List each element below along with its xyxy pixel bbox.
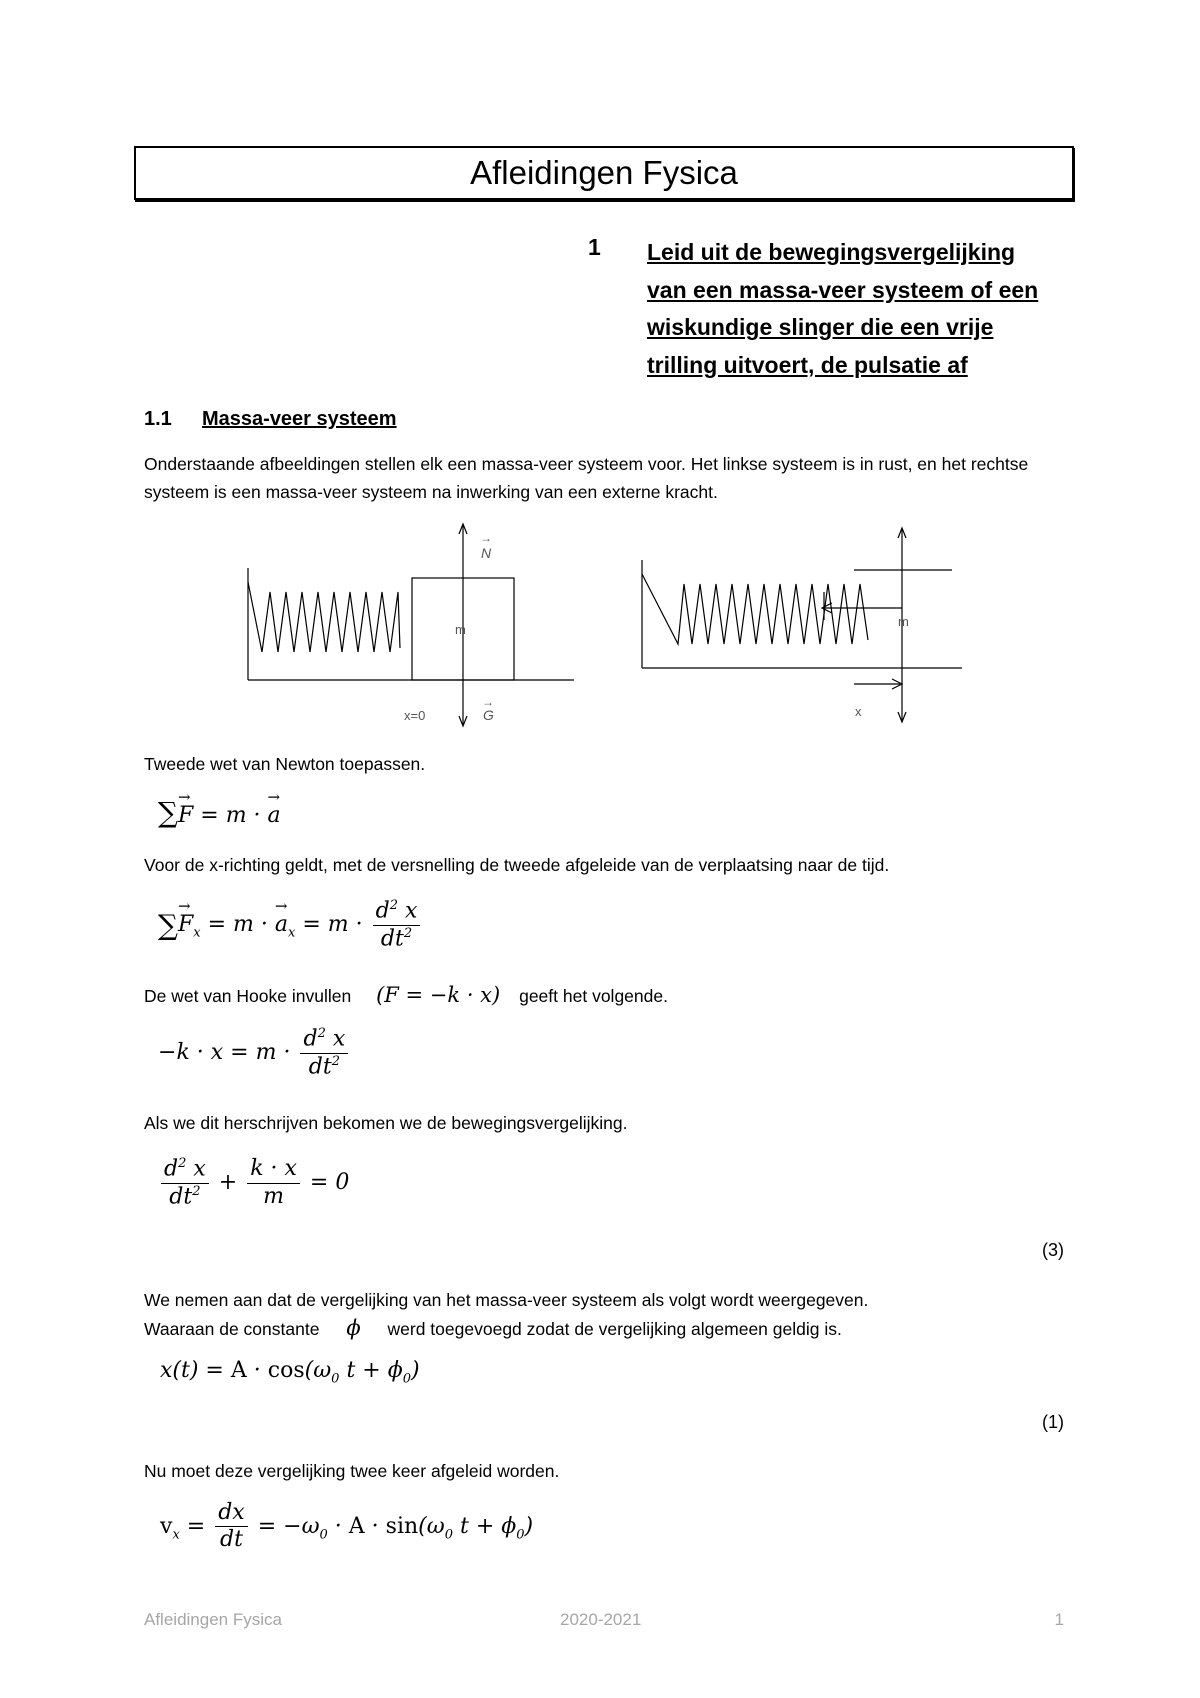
footer-document-title: Afleidingen Fysica [144, 1610, 282, 1629]
section-1-heading-line: trilling uitvoert, de pulsatie af [647, 351, 968, 378]
displacement-label: x [855, 704, 862, 719]
section-1-1-title: Massa-veer systeem [202, 408, 397, 430]
derive-paragraph: Nu moet deze vergelijking twee keer afgeleid worden. [144, 1461, 560, 1481]
rewrite-paragraph: Als we dit herschrijven bekomen we de bewegingsvergelijking. [144, 1113, 628, 1133]
equation-motion: $\frac{d^2 x}{dt^2}$ + $\frac{k \cdot x}{m}$ = 0 [158, 1156, 349, 1210]
section-1-heading-line: wiskundige slinger die een vrije [647, 314, 994, 340]
equation-x-direction: ∑→ $F_x = m$ · → $a_x = m$ · $\frac{d^2 x}{dt^2}$ [158, 898, 423, 952]
newton-paragraph: Tweede wet van Newton toepassen. [144, 754, 426, 774]
assume-paragraph [144, 1286, 1084, 1343]
footer-academic-year: 2020-2021 [560, 1610, 642, 1629]
phi-symbol: ϕ [346, 1316, 361, 1340]
equation-number-3: (3) [1042, 1240, 1064, 1260]
assume-line-2 [144, 1314, 1084, 1343]
right-system-diagram [642, 528, 962, 722]
origin-label: x=0 [404, 708, 426, 723]
left-mass-label: m [455, 622, 466, 637]
section-1-1-number: 1.1 [144, 408, 172, 430]
assume-text-after: werd toegevoegd zodat de vergelijking algemeen geldig is. [387, 1319, 842, 1339]
section-1-heading [647, 234, 1087, 384]
xdir-paragraph: Voor de x-richting geldt, met de versnelling de tweede afgeleide van de verplaatsing naar de tijd. [144, 855, 890, 875]
section-1-heading-line: Leid uit de bewegingsvergelijking [647, 239, 1016, 265]
normal-force-label: N [481, 545, 492, 561]
left-system-diagram [248, 524, 574, 726]
hooke-paragraph [144, 981, 1084, 1010]
right-mass-label: m [898, 614, 909, 629]
hooke-text-before: De wet van Hooke invullen [144, 986, 352, 1006]
mass-spring-figure [240, 520, 980, 732]
right-spring [642, 574, 868, 644]
section-1-heading-line: van een massa-veer systeem of een [647, 276, 1039, 303]
footer-page-number: 1 [1054, 1610, 1064, 1629]
equation-velocity: $v_x$ = $\frac{dx}{dt}$ = $-\omega_0 \cdot A \cdot \sin(\omega_0$ $t + \phi_0$) [160, 1500, 534, 1553]
intro-paragraph: Onderstaande afbeeldingen stellen elk een massa-veer systeem voor. Het linkse systeem is in rust, en het rechtse systeem is een massa-veer systeem na inwerking van een externe kracht. [144, 454, 1029, 502]
gravity-label: G [483, 707, 494, 723]
equation-hooke-substituted: −k · x = m · $\frac{d^2 x}{dt^2}$ [158, 1026, 351, 1080]
equation-position: $x(t) = A \cdot \cos(\omega_0$ $t + \phi_0$) [160, 1358, 420, 1387]
vector-arrow-mark: → [480, 531, 492, 545]
page-title: Afleidingen Fysica [470, 154, 738, 191]
left-spring [248, 582, 400, 652]
equation-number-1: (1) [1042, 1412, 1064, 1432]
hooke-inline-equation: (F = −k · x) [376, 983, 501, 1007]
assume-line-1: We nemen aan dat de vergelijking van het massa-veer systeem als volgt wordt weergegeven. [144, 1290, 869, 1310]
assume-text-before: Waaraan de constante [144, 1319, 320, 1339]
hooke-text-after: geeft het volgende. [519, 986, 668, 1006]
vector-arrow-mark: → [482, 695, 494, 709]
equation-newton: ∑→ F = m · → a [158, 796, 281, 829]
title-box [134, 146, 1074, 200]
section-1-number: 1 [588, 234, 601, 260]
